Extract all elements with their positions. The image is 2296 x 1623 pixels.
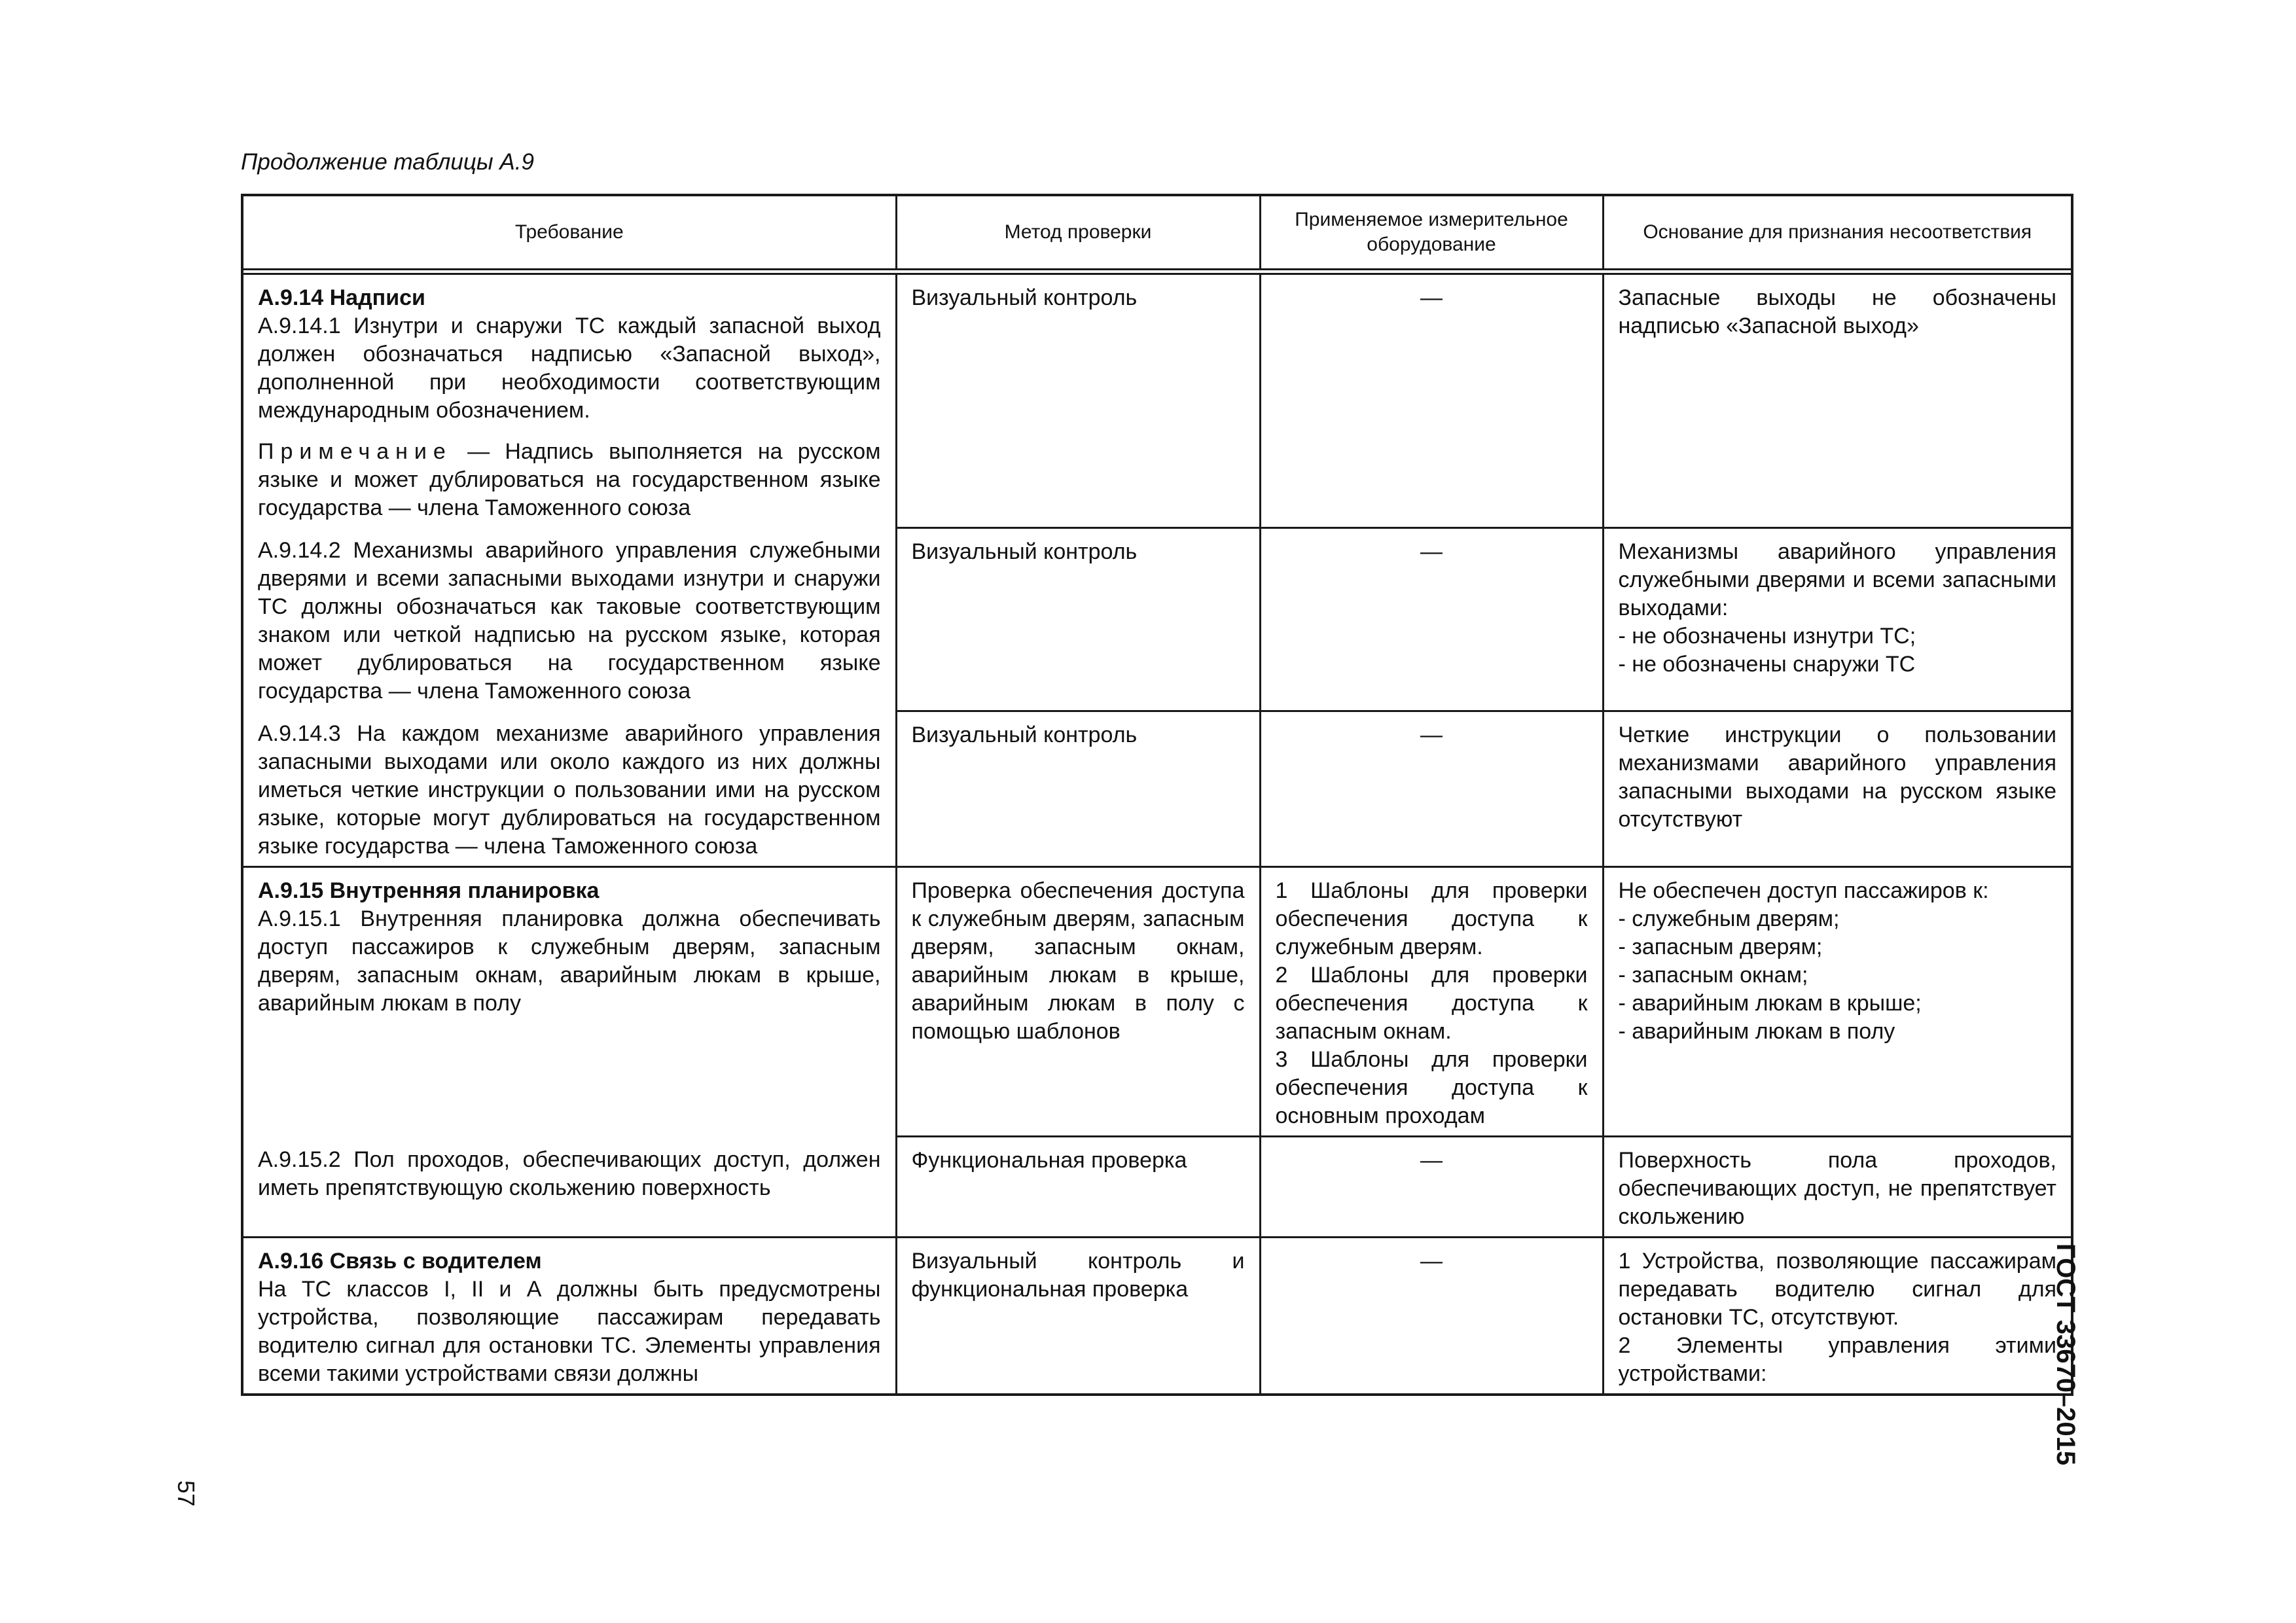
basis-intro: Не обеспечен доступ пассажиров к:	[1618, 878, 1989, 903]
method-cell: Визуальный контроль	[896, 711, 1260, 867]
equipment-cell	[1260, 867, 1603, 1137]
method-cell: Функциональная проверка	[896, 1137, 1260, 1238]
table-row	[243, 527, 2071, 711]
header-requirement: Требование	[243, 196, 896, 272]
table-row	[243, 711, 2071, 867]
table-header-row	[243, 196, 2071, 272]
requirement-text: На ТС классов I, II и А должны быть предусмотрены устройства, позволяющие пассажирам передавать водителю сигнал для остановки ТС. Элементы управления всеми такими устройствами связи должны	[258, 1277, 881, 1386]
page-number: 57	[173, 1480, 200, 1507]
method-cell: Проверка обеспечения доступа к служебным дверям, запасным дверям, запасным окнам, аварийным люкам в крыше, аварийным люкам в полу с помощью шаблонов	[896, 867, 1260, 1137]
table-row	[243, 1238, 2071, 1394]
basis-item: 2 Элементы управления этими устройствами:	[1618, 1333, 2056, 1386]
equipment-cell: —	[1260, 1238, 1603, 1394]
equipment-item: 2 Шаблоны для проверки обеспечения доступа к запасным окнам.	[1275, 963, 1588, 1044]
note	[258, 438, 881, 522]
section-title: А.9.15 Внутренняя планировка	[258, 878, 600, 903]
basis-item: - служебным дверям;	[1618, 906, 1840, 931]
basis-item: - аварийным люкам в крыше;	[1618, 991, 1922, 1016]
basis-item: 1 Устройства, позволяющие пассажирам передавать водителю сигнал для остановки ТС, отсутствуют.	[1618, 1249, 2056, 1330]
section-title: А.9.16 Связь с водителем	[258, 1249, 542, 1274]
requirement-cell	[243, 1238, 896, 1394]
method-cell: Визуальный контроль и функциональная проверка	[896, 1238, 1260, 1394]
requirement-text: А.9.15.1 Внутренняя планировка должна обеспечивать доступ пассажиров к служебным дверям, запасным дверям, запасным окнам, аварийным люкам в крыше, аварийным люкам в полу	[258, 906, 881, 1016]
table-caption: Продолжение таблицы А.9	[241, 149, 534, 175]
requirements-table	[241, 194, 2073, 1396]
header-method: Метод проверки	[896, 196, 1260, 272]
document-designation: ГОСТ 33670–2015	[2051, 1243, 2080, 1466]
note-label: Примечание	[258, 439, 452, 464]
requirement-cell: А.9.14.2 Механизмы аварийного управления служебными дверями и всеми запасными выходами изнутри и снаружи ТС должны обозначаться как таковые соответствующим знаком или четкой надписью на русском языке, которая может дублироваться на государственном языке государства — члена Таможенного союза	[243, 527, 896, 711]
header-basis: Основание для признания несоответствия	[1643, 221, 2032, 243]
section-title: А.9.14 Надписи	[258, 285, 425, 310]
method-cell: Визуальный контроль	[896, 272, 1260, 527]
basis-item: - запасным окнам;	[1618, 963, 1808, 988]
requirement-cell	[243, 272, 896, 527]
basis-item: - не обозначены изнутри ТС;	[1618, 623, 1916, 649]
basis-item: - аварийным люкам в полу	[1618, 1019, 1895, 1044]
basis-cell	[1603, 1238, 2071, 1394]
equipment-cell: —	[1260, 711, 1603, 867]
equipment-item: 1 Шаблоны для проверки обеспечения доступа к служебным дверям.	[1275, 878, 1588, 959]
note-text: — Надпись выполняется на русском языке и может дублироваться на государственном языке государства — члена Таможенного союза	[258, 439, 881, 520]
requirement-cell: А.9.15.2 Пол проходов, обеспечивающих доступ, должен иметь препятствующую скольжению поверхность	[243, 1137, 896, 1238]
basis-item: - запасным дверям;	[1618, 935, 1823, 959]
basis-cell: Поверхность пола проходов, обеспечивающих доступ, не препятствует скольжению	[1603, 1137, 2071, 1238]
requirement-cell	[243, 867, 896, 1137]
equipment-cell: —	[1260, 527, 1603, 711]
requirement-cell: А.9.14.3 На каждом механизме аварийного управления запасными выходами или около каждого из них должны иметься четкие инструкции о пользовании ими на русском языке, которые могут дублироваться на государственном языке государства — члена Таможенного союза	[243, 711, 896, 867]
equipment-item: 3 Шаблоны для проверки обеспечения доступа к основным проходам	[1275, 1047, 1588, 1128]
requirement-text: А.9.14.1 Изнутри и снаружи ТС каждый запасной выход должен обозначаться надписью «Запасной выход», дополненной при необходимости соответствующим международным обозначением.	[258, 313, 881, 423]
basis-cell	[1603, 867, 2071, 1137]
equipment-cell: —	[1260, 272, 1603, 527]
basis-cell	[1603, 527, 2071, 711]
basis-cell: Запасные выходы не обозначены надписью «Запасной выход»	[1603, 272, 2071, 527]
method-cell: Визуальный контроль	[896, 527, 1260, 711]
equipment-cell: —	[1260, 1137, 1603, 1238]
table-row	[243, 867, 2071, 1137]
header-equipment: Применяемое измерительное оборудование	[1260, 196, 1603, 272]
basis-cell: Четкие инструкции о пользовании механизмами аварийного управления запасными выходами на русском языке отсутствуют	[1603, 711, 2071, 867]
table-row	[243, 272, 2071, 527]
basis-item: - не обозначены снаружи ТС	[1618, 651, 1916, 677]
basis-intro: Механизмы аварийного управления служебными дверями и всеми запасными выходами:	[1618, 539, 2056, 620]
table-row	[243, 1137, 2071, 1238]
